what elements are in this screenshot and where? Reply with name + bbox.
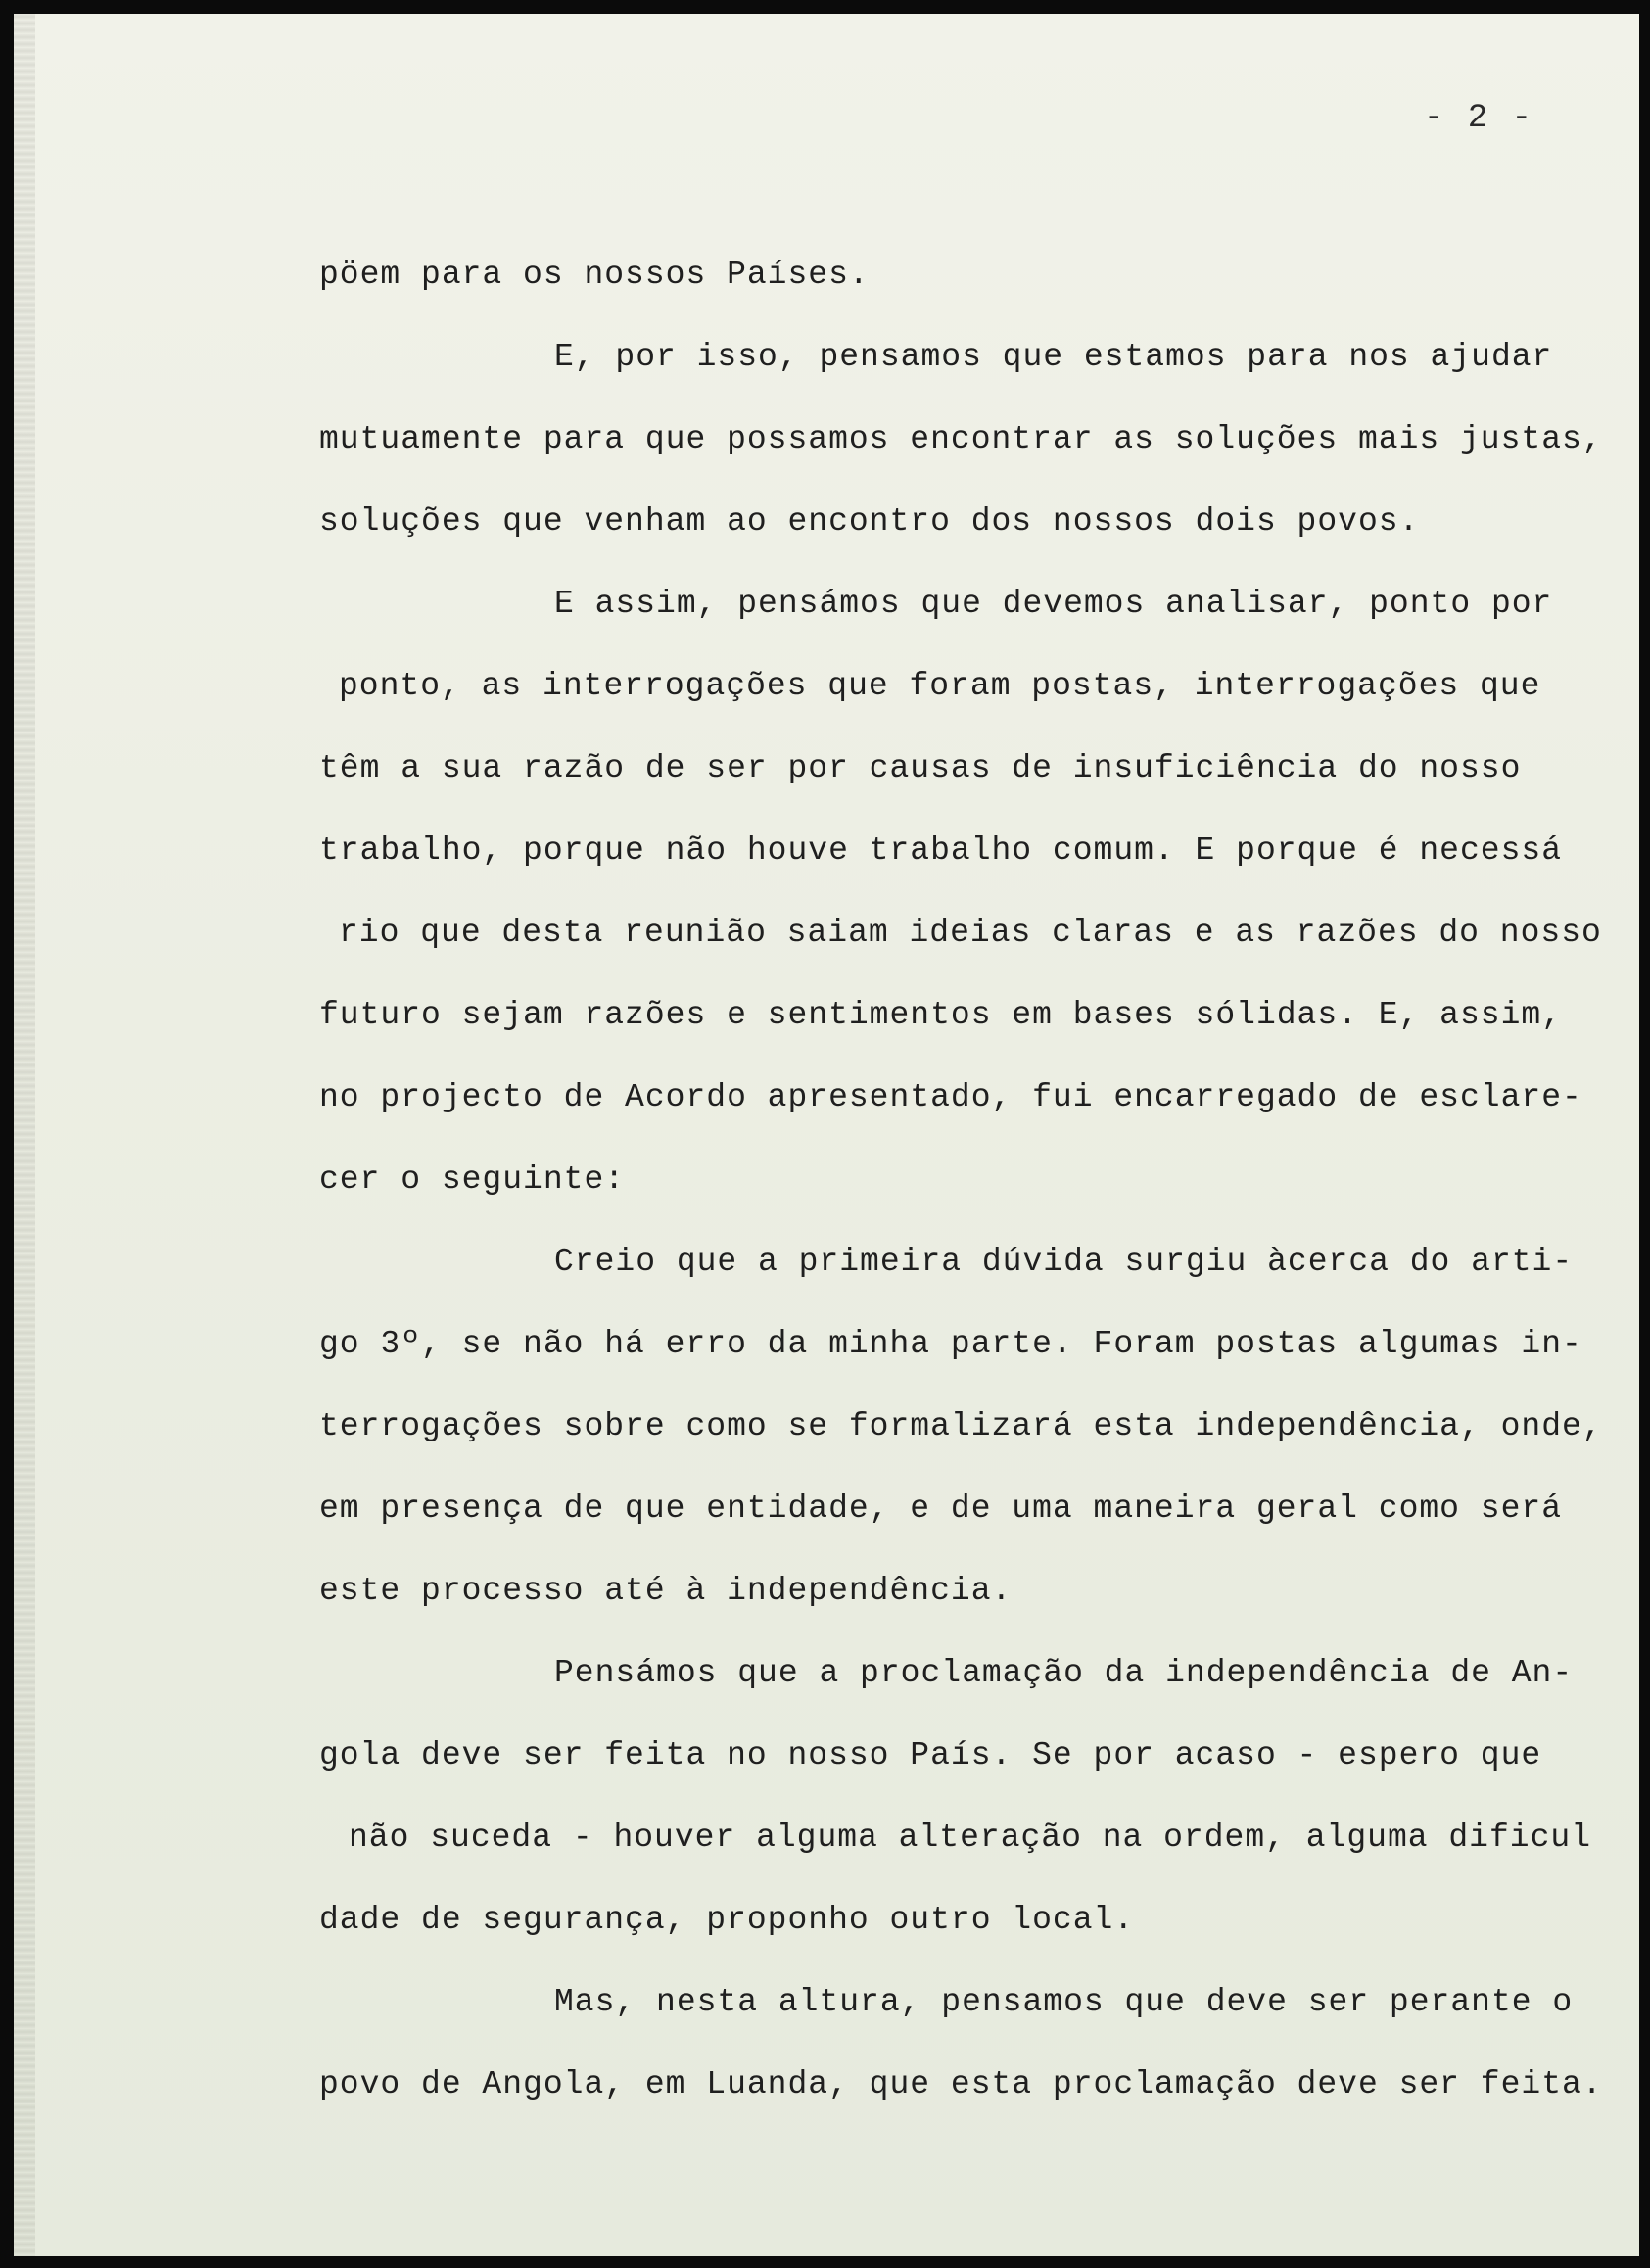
text-line: E, por isso, pensamos que estamos para nos ajudar (554, 339, 1553, 375)
text-line: E assim, pensámos que devemos analisar, ponto por (554, 586, 1553, 622)
page-number: - 2 - (1424, 100, 1534, 137)
text-line: Mas, nesta altura, pensamos que deve ser perante o (554, 1984, 1574, 2020)
text-line: futuro sejam razões e sentimentos em bases sólidas. E, assim, (319, 997, 1562, 1033)
text-line: têm a sua razão de ser por causas de insuficiência do nosso (319, 750, 1522, 786)
text-line: ponto, as interrogações que foram postas, interrogações que (339, 668, 1541, 704)
text-line: gola deve ser feita no nosso País. Se por acaso - espero que (319, 1737, 1542, 1773)
text-line: no projecto de Acordo apresentado, fui encarregado de esclare- (319, 1079, 1582, 1115)
text-line: Pensámos que a proclamação da independência de An- (554, 1655, 1574, 1691)
text-line: cer o seguinte: (319, 1161, 626, 1198)
text-line: este processo até à independência. (319, 1573, 1013, 1609)
text-line: dade de segurança, proponho outro local. (319, 1902, 1135, 1938)
text-line: povo de Angola, em Luanda, que esta proclamação deve ser feita. (319, 2066, 1603, 2103)
text-line: Creio que a primeira dúvida surgiu àcerca do arti- (554, 1244, 1574, 1280)
text-line: soluções que venham ao encontro dos nossos dois povos. (319, 503, 1420, 540)
document-page (14, 14, 1639, 2256)
text-line: pöem para os nossos Países. (319, 257, 870, 293)
text-line: não suceda - houver alguma alteração na ordem, alguma dificul (349, 1819, 1591, 1856)
text-line: terrogações sobre como se formalizará esta independência, onde, (319, 1408, 1603, 1444)
text-line: rio que desta reunião saiam ideias claras e as razões do nosso (339, 915, 1602, 951)
text-line: go 3º, se não há erro da minha parte. Foram postas algumas in- (319, 1326, 1582, 1362)
text-line: mutuamente para que possamos encontrar as soluções mais justas, (319, 421, 1603, 457)
scan-edge-shadow (14, 14, 35, 2256)
text-line: em presença de que entidade, e de uma maneira geral como será (319, 1490, 1562, 1527)
text-line: trabalho, porque não houve trabalho comum. E porque é necessá (319, 832, 1562, 869)
